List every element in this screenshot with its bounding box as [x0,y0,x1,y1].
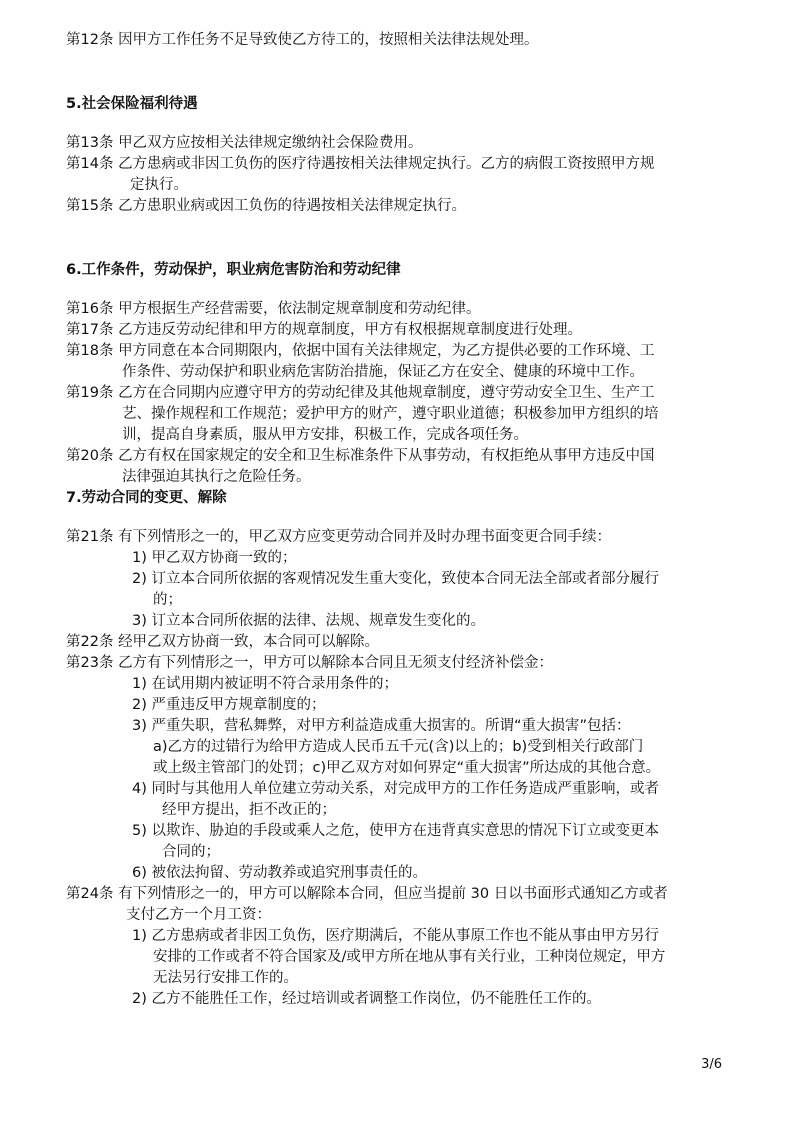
article-number: 第23条 [66,655,114,671]
article-text: 有下列情形之一的，甲乙双方应变更劳动合同并及时办理书面变更合同手续： [118,529,612,545]
list-text: 在试用期内被证明不符合录用条件的； [151,676,398,692]
list-text: 乙方患病或者非因工负伤，医疗期满后，不能从事原工作也不能从事由甲方另行 [151,928,659,944]
list-text: 被依法拘留、劳动教养或追究刑事责任的。 [151,865,427,881]
list-marker: 4) [132,781,147,797]
article-number: 第13条 [66,135,114,151]
list-item-continuation: 的； [153,592,182,608]
article-number: 第22条 [66,634,114,650]
article-text: 经甲乙双方协商一致，本合同可以解除。 [118,634,380,650]
list-text: 严重失职，营私舞弊，对甲方利益造成重大损害的。所谓“重大损害”包括： [151,718,631,734]
article-20-continuation: 法律强迫其执行之危险任务。 [122,469,311,485]
list-item-continuation: 安排的工作或者不符合国家及/或甲方所在地从事有关行业，工种岗位规定，甲方 [153,949,666,965]
list-marker: 1) [132,550,147,566]
list-item-continuation: 无法另行安排工作的。 [153,970,298,986]
article-number: 第15条 [66,198,114,214]
article-14-continuation: 定执行。 [130,177,188,193]
list-marker: 2) [132,991,147,1007]
article-13 [66,133,423,153]
article-18 [66,341,655,361]
article-12 [66,30,539,50]
list-item [132,716,631,736]
section-7-heading: 7.劳动合同的变更、解除 [66,490,227,506]
list-item [132,569,659,589]
article-number: 第14条 [66,156,114,172]
list-marker: 1) [132,676,147,692]
article-text: 乙方在合同期内应遵守甲方的劳动纪律及其他规章制度，遵守劳动安全卫生、生产工 [118,385,655,401]
list-item-continuation: a)乙方的过错行为给甲方造成人民币五千元(含)以上的；b)受到相关行政部门 [153,739,644,755]
page-number: 3/6 [701,1057,722,1072]
article-15 [66,196,466,216]
article-number: 第17条 [66,322,114,338]
article-23 [66,653,553,673]
list-text: 严重违反甲方规章制度的； [151,697,326,713]
article-text: 因甲方工作任务不足导致使乙方待工的，按照相关法律法规处理。 [118,32,539,48]
article-24 [66,884,668,904]
article-number: 第21条 [66,529,114,545]
article-text: 甲乙双方应按相关法律规定缴纳社会保险费用。 [118,135,423,151]
list-marker: 5) [132,823,147,839]
list-item [132,611,485,631]
list-item [132,926,659,946]
list-text: 以欺诈、胁迫的手段或乘人之危，使甲方在违背真实意思的情况下订立或变更本 [151,823,659,839]
article-22 [66,632,379,652]
list-text: 乙方不能胜任工作，经过培训或者调整工作岗位，仍不能胜任工作的。 [151,991,601,1007]
article-19-continuation: 艺、操作规程和工作规范；爱护甲方的财产，遵守职业道德；积极参加甲方组织的培 [122,406,659,422]
article-text: 乙方患病或非因工负伤的医疗待遇按相关法律规定执行。乙方的病假工资按照甲方规 [118,156,655,172]
article-17 [66,320,582,340]
list-marker: 6) [132,865,147,881]
article-21 [66,527,611,547]
list-item [132,821,659,841]
list-text: 订立本合同所依据的客观情况发生重大变化，致使本合同无法全部或者部分履行 [151,571,659,587]
list-marker: 2) [132,571,147,587]
article-text: 乙方违反劳动纪律和甲方的规章制度，甲方有权根据规章制度进行处理。 [118,322,583,338]
article-number: 第19条 [66,385,114,401]
article-number: 第18条 [66,343,114,359]
article-number: 第24条 [66,886,114,902]
article-text: 甲方根据生产经营需要，依法制定规章制度和劳动纪律。 [118,301,481,317]
list-item [132,863,427,883]
article-text: 甲方同意在本合同期限内，依据中国有关法律规定，为乙方提供必要的工作环境、工 [118,343,655,359]
list-item-continuation: 或上级主管部门的处罚；c)甲乙双方对如何界定“重大损害”所达成的其他合意。 [153,760,661,776]
article-20 [66,446,655,466]
article-number: 第12条 [66,32,114,48]
article-18-continuation: 作条件、劳动保护和职业病危害防治措施，保证乙方在安全、健康的环境中工作。 [122,364,644,380]
article-number: 第20条 [66,448,114,464]
article-text: 乙方患职业病或因工负伤的待遇按相关法律规定执行。 [118,198,467,214]
list-item-continuation: 经甲方提出，拒不改正的； [162,802,336,818]
article-text: 乙方有权在国家规定的安全和卫生标准条件下从事劳动，有权拒绝从事甲方违反中国 [118,448,655,464]
list-item [132,695,326,715]
list-marker: 2) [132,697,147,713]
list-item-continuation: 合同的； [162,844,220,860]
section-5-heading: 5.社会保险福利待遇 [66,96,198,112]
list-text: 同时与其他用人单位建立劳动关系，对完成甲方的工作任务造成严重影响，或者 [151,781,659,797]
list-marker: 1) [132,928,147,944]
article-text: 有下列情形之一的，甲方可以解除本合同，但应当提前 30 日以书面形式通知乙方或者 [118,886,668,902]
article-16 [66,299,481,319]
section-6-heading: 6.工作条件，劳动保护，职业病危害防治和劳动纪律 [66,262,401,278]
list-item [132,989,601,1009]
article-19-continuation: 训，提高自身素质，服从甲方安排，积极工作，完成各项任务。 [122,427,528,443]
article-24-continuation: 支付乙方一个月工资： [126,907,271,923]
article-19 [66,383,655,403]
article-14 [66,154,655,174]
list-marker: 3) [132,718,147,734]
list-item [132,779,659,799]
article-text: 乙方有下列情形之一，甲方可以解除本合同且无须支付经济补偿金： [118,655,554,671]
list-marker: 3) [132,613,147,629]
list-text: 订立本合同所依据的法律、法规、规章发生变化的。 [151,613,485,629]
list-text: 甲乙双方协商一致的； [151,550,297,566]
article-number: 第16条 [66,301,114,317]
list-item [132,674,398,694]
list-item [132,548,297,568]
